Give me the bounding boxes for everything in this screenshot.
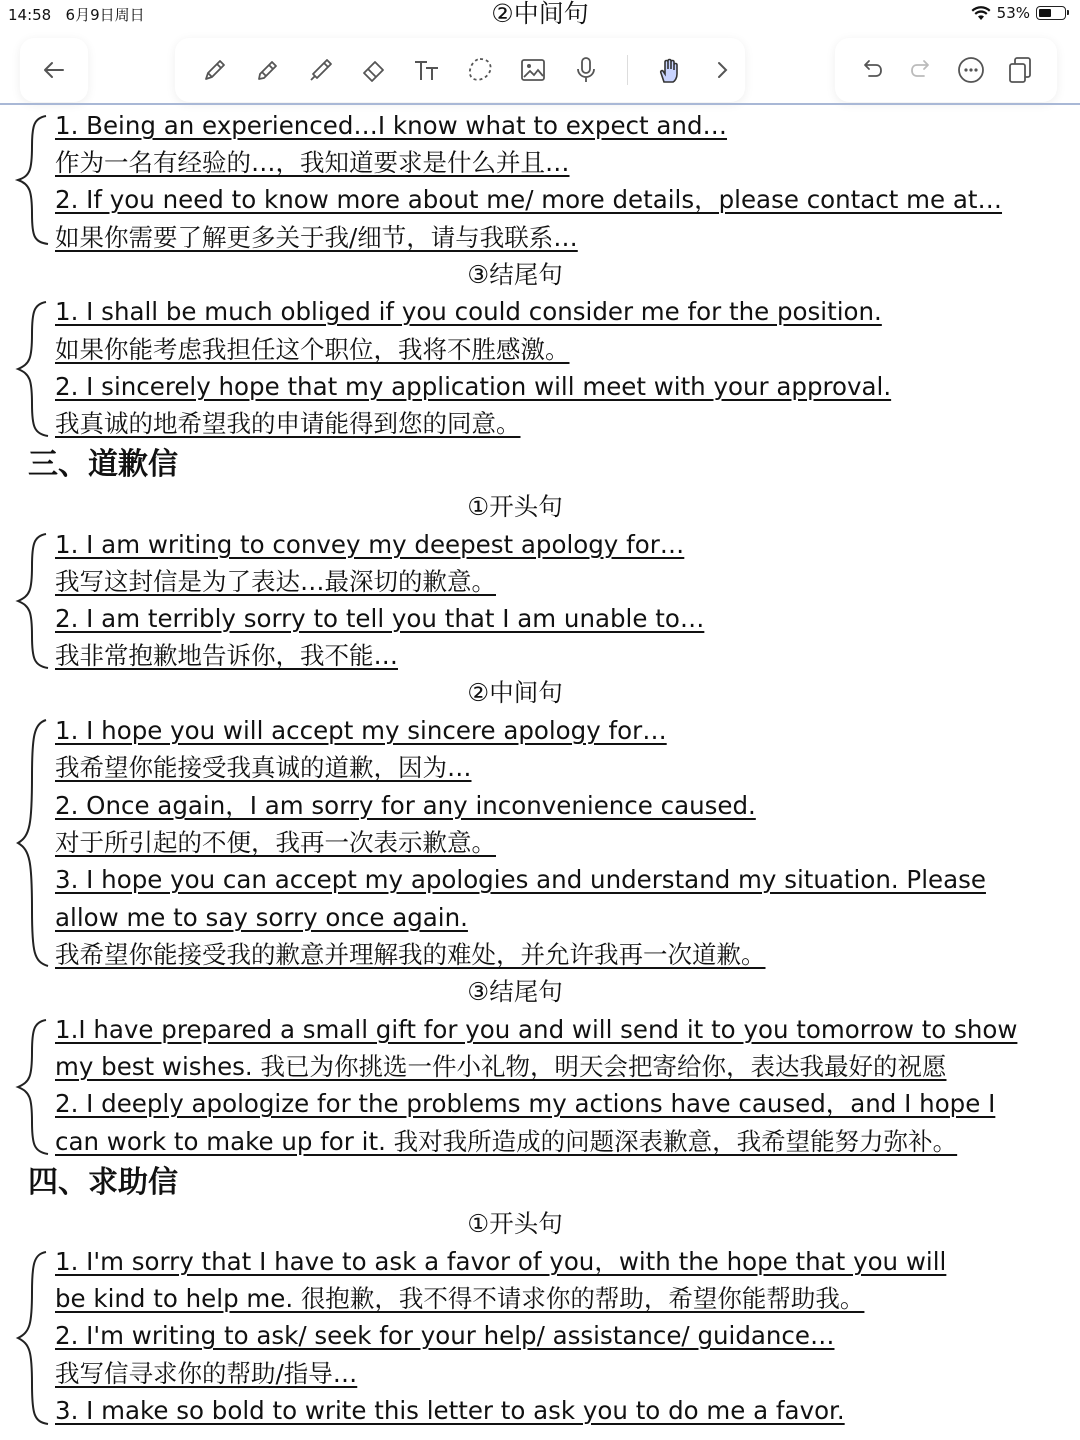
note-line: 我非常抱歉地告诉你，我不能… (55, 641, 398, 670)
note-line: 如果你能考虑我担任这个职位，我将不胜感激。 (55, 335, 570, 364)
highlighter-tool[interactable] (303, 52, 339, 88)
battery-icon (1036, 6, 1066, 20)
section-title: 三、道歉信 (28, 447, 178, 482)
subsection-label: ①开头句 (467, 492, 563, 521)
microphone-tool[interactable] (568, 52, 604, 88)
pencil-tool[interactable] (197, 52, 233, 88)
note-line: 1. I am writing to convey my deepest apology for… (55, 530, 685, 559)
back-pill (20, 38, 88, 102)
document-title: ②中间句 (491, 0, 589, 28)
status-indicators (971, 4, 1066, 22)
note-line: 3. I make so bold to write this letter to ask you to do me a favor. (55, 1396, 845, 1425)
note-line: 3. I hope you can accept my apologies and understand my situation. Please (55, 865, 986, 894)
note-line: 我希望你能接受我的歉意并理解我的难处，并允许我再一次道歉。 (55, 940, 766, 969)
section-title: 四、求助信 (28, 1165, 178, 1200)
brace-mark (10, 298, 50, 440)
redo-button[interactable] (903, 52, 939, 88)
brace-mark (10, 530, 50, 672)
toolbar-divider (627, 55, 628, 85)
note-line: 如果你需要了解更多关于我/细节，请与我联系… (55, 223, 578, 252)
pen-icon (253, 55, 283, 85)
note-line: can work to make up for it. 我对我所造成的问题深表歉意，我希望能努力弥补。 (55, 1127, 958, 1156)
brace-mark (10, 1016, 50, 1158)
note-line: 2. I sincerely hope that my application will meet with your approval. (55, 372, 892, 401)
status-time: 14:58 6月9日周日 (8, 6, 145, 24)
back-button[interactable] (36, 52, 72, 88)
note-line: 我真诚的地希望我的申请能得到您的同意。 (55, 409, 521, 438)
hand-touch-icon (654, 55, 684, 85)
pages-icon (1005, 55, 1035, 85)
note-line: 1.I have prepared a small gift for you and will send it to you tomorrow to show (55, 1015, 1018, 1044)
note-line: 我写这封信是为了表达…最深切的歉意。 (55, 567, 496, 596)
text-tool[interactable] (409, 52, 445, 88)
hand-touch-tool[interactable] (651, 52, 687, 88)
lasso-tool[interactable] (462, 52, 498, 88)
note-line: allow me to say sorry once again. (55, 903, 468, 932)
battery-level (1039, 9, 1051, 17)
highlighter-icon (306, 55, 336, 85)
eraser-icon (359, 55, 389, 85)
note-line: 1. I'm sorry that I have to ask a favor of you，with the hope that you will (55, 1247, 947, 1276)
pen-tool[interactable] (250, 52, 286, 88)
note-line: my best wishes. 我已为你挑选一件小礼物，明天会把寄给你，表达我最好的祝愿 (55, 1052, 947, 1081)
more-icon (956, 55, 986, 85)
battery-percent: 53% (996, 4, 1030, 22)
subsection-label: ①开头句 (467, 1209, 563, 1238)
note-line: 1. I hope you will accept my sincere apology for… (55, 716, 667, 745)
chevron-right-icon (707, 55, 737, 85)
redo-icon (906, 55, 936, 85)
brace-mark (10, 1248, 50, 1428)
image-tool[interactable] (515, 52, 551, 88)
status-bar (0, 0, 1080, 28)
note-line: 1. I shall be much obliged if you could consider me for the position. (55, 297, 882, 326)
brace-mark (10, 716, 50, 970)
note-line: 2. If you need to know more about me/ more details，please contact me at… (55, 185, 1003, 214)
microphone-icon (571, 55, 601, 85)
drawing-tools (175, 38, 745, 102)
toolbar-divider-line (0, 103, 1080, 105)
subsection-label: ③结尾句 (467, 260, 563, 289)
note-line: 2. I am terribly sorry to tell you that I am unable to… (55, 604, 705, 633)
note-line: 作为一名有经验的…，我知道要求是什么并且… (55, 148, 570, 177)
note-line: 我希望你能接受我真诚的道歉，因为… (55, 753, 472, 782)
pages-button[interactable] (1002, 52, 1038, 88)
note-line: be kind to help me. 很抱歉，我不得不请求你的帮助，希望你能帮助我。 (55, 1284, 865, 1313)
wifi-icon (971, 5, 991, 21)
note-line: 2. Once again，I am sorry for any inconvenience caused. (55, 791, 756, 820)
note-line: 对于所引起的不便，我再一次表示歉意。 (55, 828, 496, 857)
undo-icon (857, 55, 887, 85)
brace-mark (10, 112, 50, 248)
note-line: 我写信寻求你的帮助/指导… (55, 1359, 358, 1388)
arrow-left-icon (39, 55, 69, 85)
pencil-icon (200, 55, 230, 85)
note-line: 2. I'm writing to ask/ seek for your help/ assistance/ guidance… (55, 1321, 835, 1350)
eraser-tool[interactable] (356, 52, 392, 88)
text-icon (412, 55, 442, 85)
lasso-icon (465, 55, 495, 85)
note-line: 1. Being an experienced…I know what to expect and… (55, 111, 728, 140)
subsection-label: ②中间句 (467, 678, 563, 707)
toolbar-expand-button[interactable] (704, 52, 740, 88)
undo-button[interactable] (854, 52, 890, 88)
action-tools (835, 38, 1057, 102)
more-button[interactable] (953, 52, 989, 88)
image-icon (518, 55, 548, 85)
subsection-label: ③结尾句 (467, 977, 563, 1006)
note-line: 2. I deeply apologize for the problems my actions have caused，and I hope I (55, 1089, 996, 1118)
